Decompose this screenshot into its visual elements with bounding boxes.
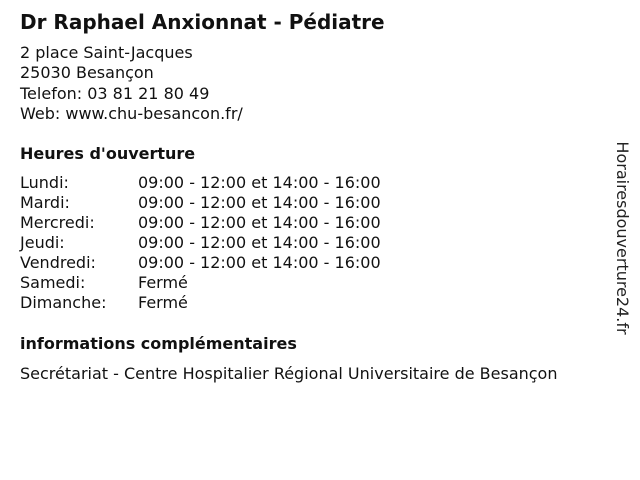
day-label: Dimanche:	[20, 293, 107, 312]
hours-row-tuesday	[20, 193, 381, 213]
time-range: 09:00 - 12:00 et 14:00 - 16:00	[138, 193, 381, 212]
time-range: 09:00 - 12:00 et 14:00 - 16:00	[138, 213, 381, 232]
city-postcode: 25030 Besançon	[20, 63, 154, 83]
phone-number: Telefon: 03 81 21 80 49	[20, 83, 210, 103]
hours-row-wednesday	[20, 213, 381, 233]
page-title: Dr Raphael Anxionnat - Pédiatre	[20, 10, 385, 34]
site-watermark: Horairesdouverture24.fr	[613, 141, 632, 335]
time-range: 09:00 - 12:00 et 14:00 - 16:00	[138, 253, 381, 272]
time-range: 09:00 - 12:00 et 14:00 - 16:00	[138, 173, 381, 192]
hours-row-thursday	[20, 233, 381, 253]
day-label: Jeudi:	[20, 233, 65, 252]
additional-info-text: Secrétariat - Centre Hospitalier Régional Universitaire de Besançon	[20, 364, 558, 383]
day-label: Mercredi:	[20, 213, 95, 232]
hours-row-saturday	[20, 273, 381, 293]
website: Web: www.chu-besancon.fr/	[20, 104, 243, 124]
day-label: Mardi:	[20, 193, 70, 212]
opening-hours-table	[20, 173, 381, 313]
hours-row-friday	[20, 253, 381, 273]
day-label: Samedi:	[20, 273, 86, 292]
time-range: 09:00 - 12:00 et 14:00 - 16:00	[138, 233, 381, 252]
hours-row-sunday	[20, 293, 381, 313]
address-block	[20, 43, 243, 125]
opening-hours-heading: Heures d'ouverture	[20, 144, 196, 163]
time-range: Fermé	[138, 273, 188, 292]
additional-info-heading: informations complémentaires	[20, 334, 297, 353]
day-label: Lundi:	[20, 173, 69, 192]
time-range: Fermé	[138, 293, 188, 312]
day-label: Vendredi:	[20, 253, 96, 272]
hours-row-monday	[20, 173, 381, 193]
street-address: 2 place Saint-Jacques	[20, 43, 193, 62]
